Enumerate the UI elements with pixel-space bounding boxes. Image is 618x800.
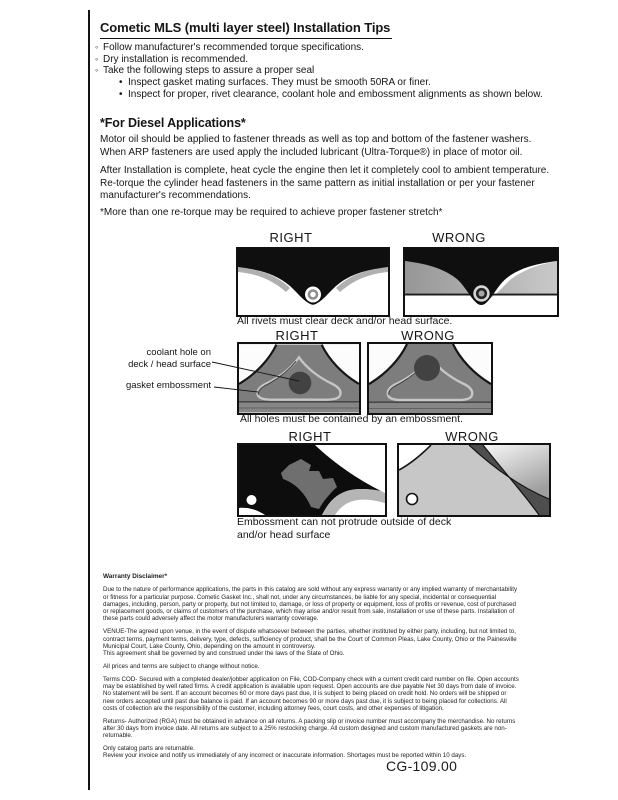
disclaimer-paragraph: Only catalog parts are returnable. (103, 745, 195, 753)
protrusion-right-diagram (237, 443, 387, 517)
disclaimer-paragraph: All prices and terms are subject to change without notice. (103, 662, 260, 670)
bolt-hole-icon (407, 494, 418, 505)
diesel-paragraph: After Installation is complete, heat cycle the engine then let it completely cool to ambient temperature. Re-torque the cylinder head fasteners in the same pattern as initial installation or per your fastener manufacturer's recommendations. (100, 165, 550, 201)
caption-text: and/or head surface (237, 528, 331, 541)
list-item (95, 54, 543, 66)
dot-bullet-icon: • (119, 77, 123, 89)
circle-bullet-icon: ◦ (95, 53, 99, 64)
coolant-hole-callout (96, 347, 211, 370)
disclaimer-paragraph: Returns- Authorized (RGA) must be obtained in advance on all returns. A packing slip or invoice number must accompany the merchandise. No returns after 30 days from invoice date. All returns are subject to a 25% restocking charge. All custom designed and custom manufactured gaskets are non-returnable. (103, 717, 516, 740)
dot-bullet-icon: • (119, 88, 123, 100)
row2-caption: All holes must be contained by an embossment. (240, 413, 463, 425)
disclaimer-paragraph: VENUE-The agreed upon venue, in the event of dispute whatsoever between the parties, whether instituted by either party, including, but not limited to, contract terms, payment terms, delivery, type, defects, sufficiency of product, shall be the Court of Common Pleas, Lake County, Ohio or the Painesville Municipal Court, Lake County, Ohio, depending on the amount in controversy. (103, 628, 517, 650)
callout-text: gasket embossment (125, 380, 211, 391)
row1-caption: All rivets must clear deck and/or head surface. (237, 315, 453, 327)
tip-text: Take the following steps to assure a proper seal (103, 65, 315, 77)
disclaimer-paragraph: Terms COD- Secured with a completed dealer/jobber application on File, COD-Company check with a current credit card number on file. Open accounts may be established by well rated firms. A credit application is available upon request. Open accounts are due payable Net 30 days from date of invoice. No statement will be sent. If an account becomes 60 or more days past due, it is subject to being placed on credit hold. No orders will be shipped or new orders accepted until past due balance is paid. If an account becomes 90 or more days past due, it is subject to being placed for collections. All costs of collection are the responsibility of the customer, including attorney fees, court costs, and other expenses of litigation. (103, 675, 519, 712)
disclaimer-paragraph: This agreement shall be governed by and construed under the laws of the State of Ohio. (103, 650, 345, 658)
protrusion-wrong-diagram (397, 443, 551, 517)
page-left-border (88, 10, 90, 790)
bolt-hole-icon (247, 495, 257, 505)
diesel-paragraph: *More than one re-torque may be required to achieve proper fastener stretch* (100, 207, 443, 218)
rivet-wrong-diagram (403, 247, 559, 317)
right-label: RIGHT (288, 429, 332, 444)
tip-text: Follow manufacturer's recommended torque specifications. (103, 42, 364, 53)
rivet-right-diagram (236, 247, 390, 317)
list-item (95, 65, 543, 77)
circle-bullet-icon: ◦ (95, 42, 99, 52)
wrong-label: WRONG (445, 429, 499, 444)
list-item (95, 42, 543, 54)
list-item (95, 77, 543, 89)
warranty-disclaimer (103, 573, 519, 765)
coolant-hole-icon (289, 372, 312, 395)
disclaimer-paragraph: Review your invoice and notify us immediately of any incorrect or inaccurate information. Shortages must be reported within 10 days. (103, 752, 467, 760)
page-title: Cometic MLS (multi layer steel) Installation Tips (100, 20, 392, 39)
tip-text: Inspect gasket mating surfaces. They must be smooth 50RA or finer. (128, 77, 431, 89)
disclaimer-heading: Warranty Disclaimer* (103, 573, 168, 580)
tip-text: Inspect for proper, rivet clearance, coolant hole and embossment alignments as shown below. (128, 88, 543, 100)
tips-list (95, 42, 543, 101)
page-code: CG-109.00 (386, 758, 458, 774)
diesel-heading: *For Diesel Applications* (100, 116, 246, 130)
coolant-hole-icon (414, 355, 440, 381)
circle-bullet-icon: ◦ (95, 65, 99, 76)
diesel-paragraph: Motor oil should be applied to fastener threads as well as top and bottom of the fastener washers. When ARP fasteners are used apply the included lubricant (Ultra-Torque®) in place of motor oil. (100, 134, 532, 158)
right-label: RIGHT (269, 230, 313, 245)
wrong-label: WRONG (432, 230, 486, 245)
embossment-callout (93, 380, 211, 392)
wrong-label: WRONG (401, 328, 455, 343)
list-item (95, 89, 543, 101)
tip-text: Dry installation is recommended. (103, 53, 249, 65)
callout-text: deck / head surface (128, 358, 211, 370)
embossment-right-diagram (237, 342, 361, 415)
callout-text: coolant hole on (146, 347, 211, 358)
caption-text: Embossment can not protrude outside of deck (237, 516, 452, 528)
row3-caption (237, 516, 451, 541)
disclaimer-paragraph: Due to the nature of performance applications, the parts in this catalog are sold without any express warranty or any implied warranty of merchantability or fitness for a particular purpose. Cometic Gasket Inc., shall not, under any circumstances, be liable for any special, incidental or consequential damages, including, person, party or property, but not limited to, damage, or loss of property or equipment, loss of profits or revenue, cost of purchased or replacement goods, or claims of customers of the purchase, which may arise and/or result from sale, installation or use of these parts. Installation of these parts could adversely affect the motor manufacturers warranty coverage. (103, 586, 518, 623)
right-label: RIGHT (275, 328, 319, 343)
embossment-wrong-diagram (367, 342, 493, 415)
